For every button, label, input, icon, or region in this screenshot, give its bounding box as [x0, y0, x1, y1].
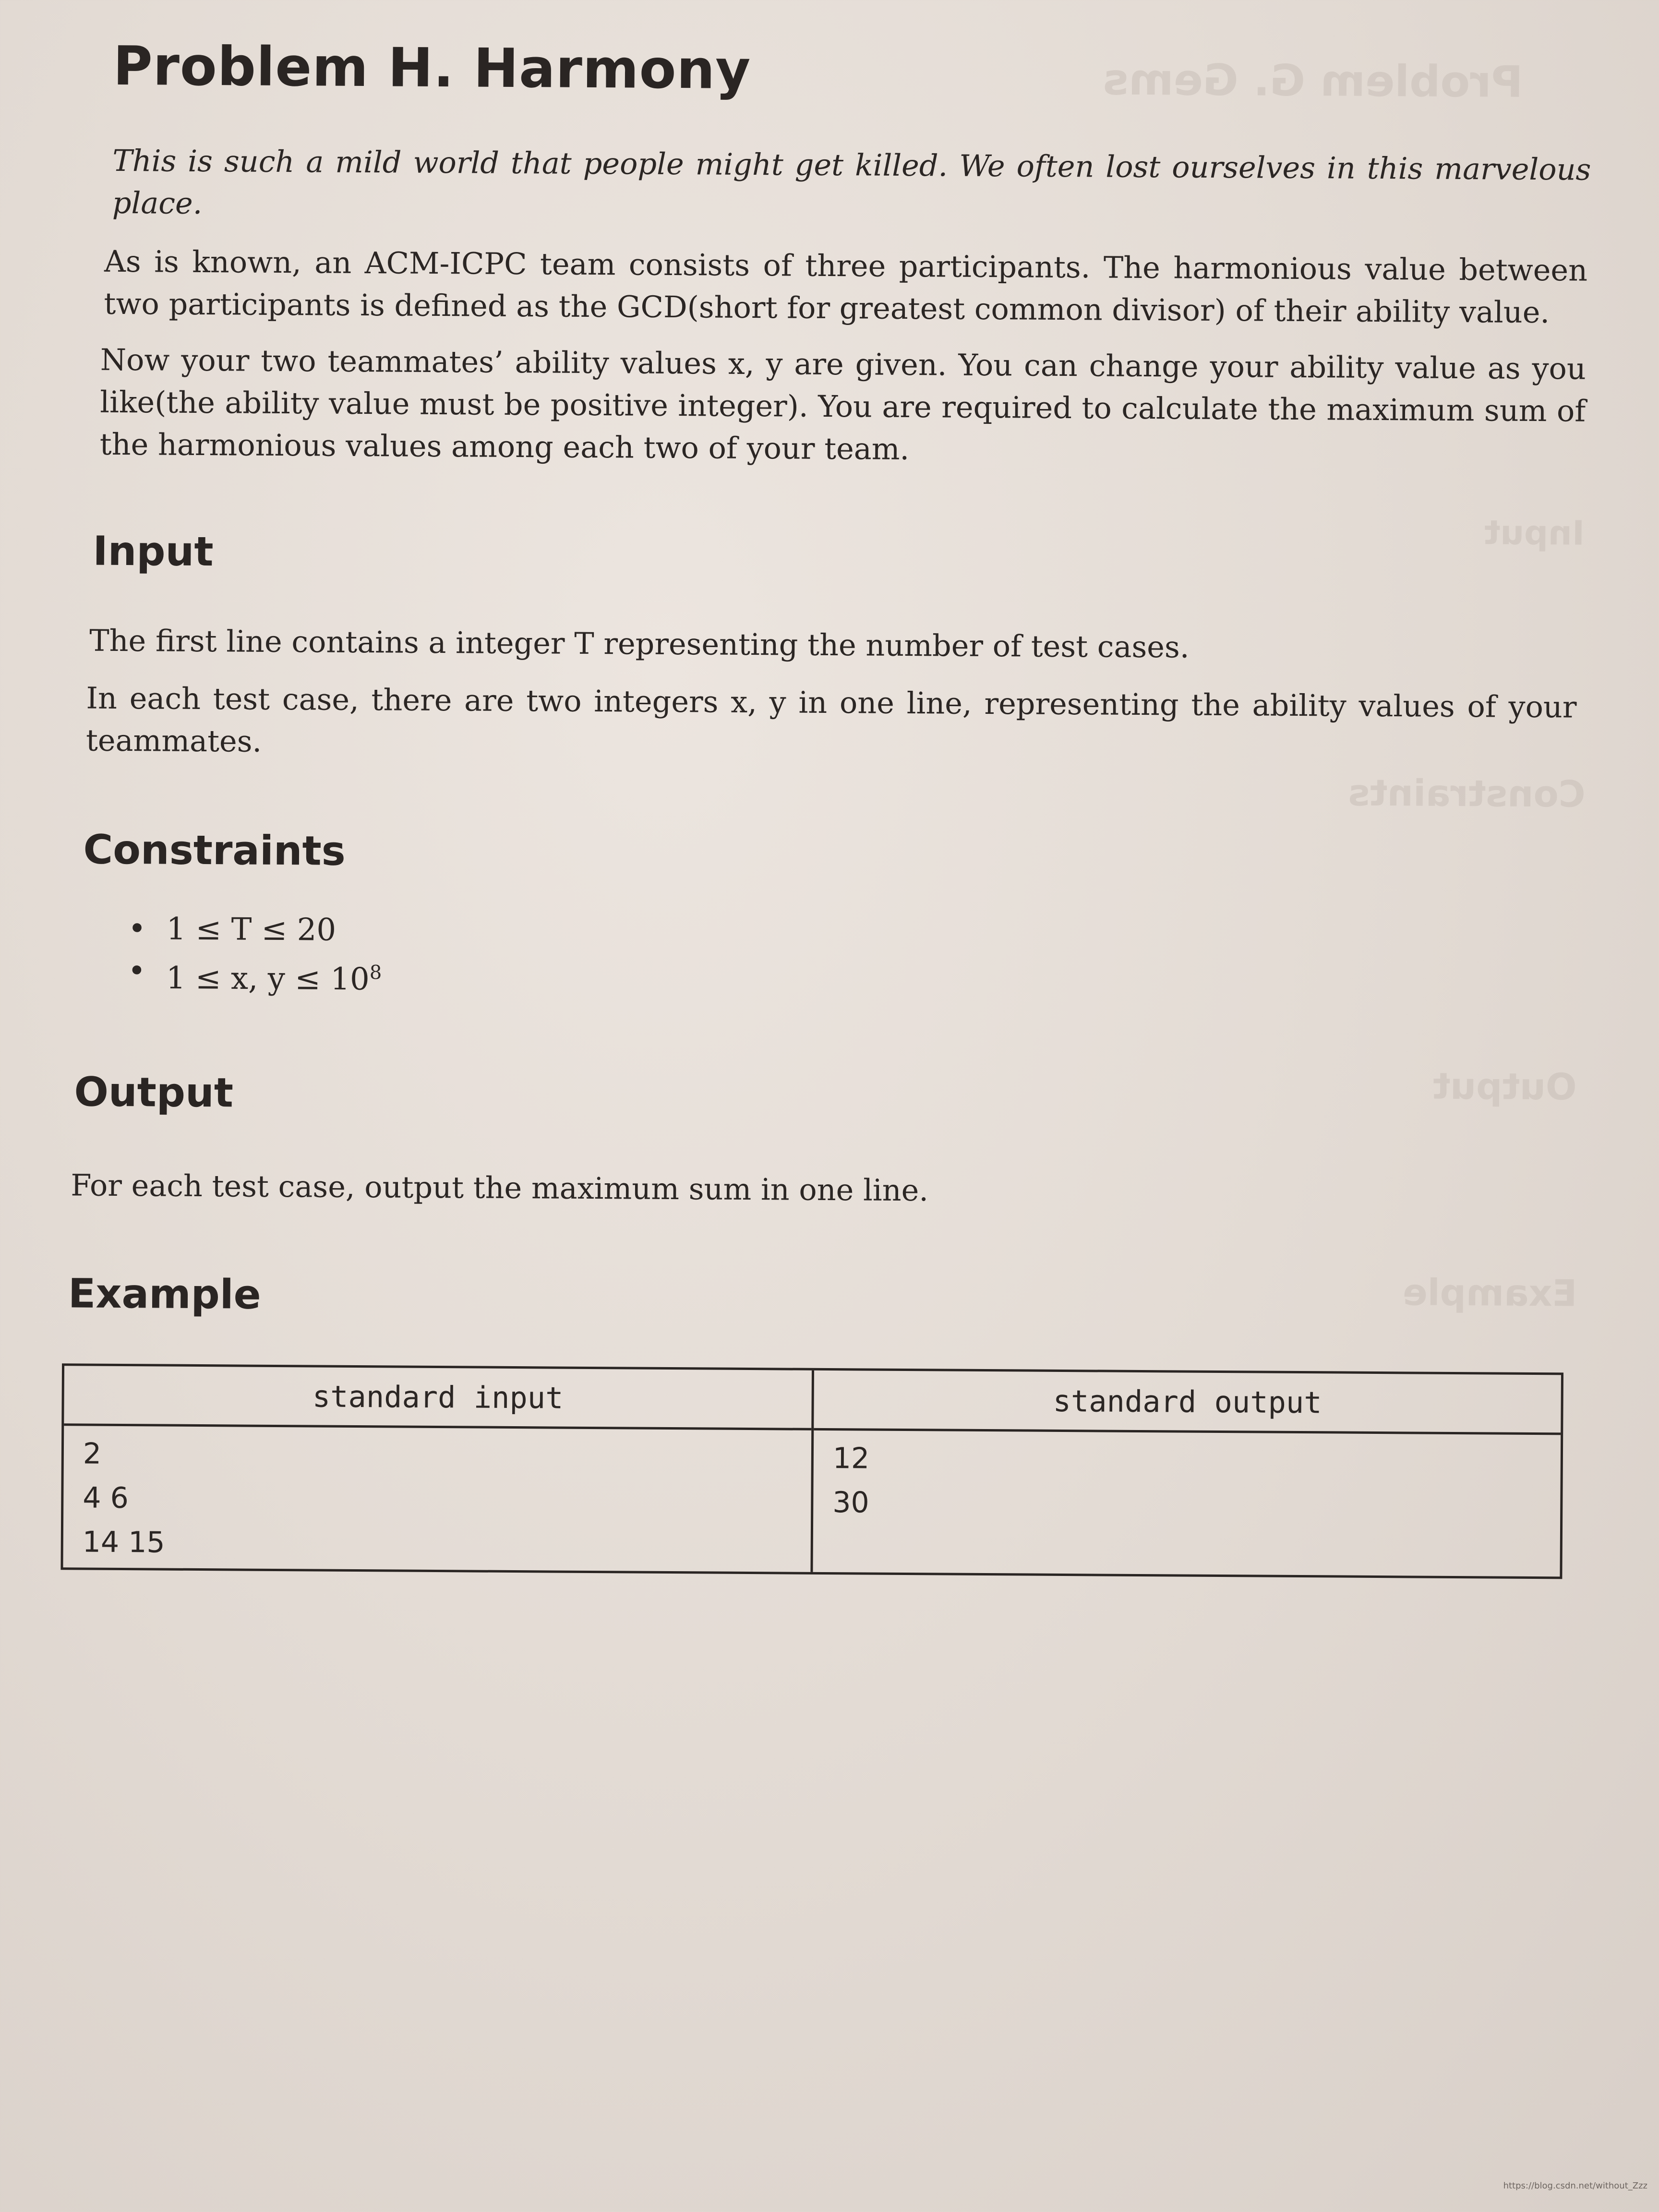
constraints-heading: Constraints: [83, 826, 346, 875]
showthrough-title: Problem G. Gems: [1103, 54, 1524, 108]
showthrough-output: Output: [1432, 1064, 1577, 1108]
constraint-item: • 1 ≤ x, $y \le 10^8$: [113, 950, 382, 1001]
example-table: [60, 1363, 1563, 1579]
constraint-item: • 1 ≤ T ≤ 20: [113, 908, 382, 951]
input-heading: Input: [93, 527, 214, 576]
showthrough-constraints: Constraints: [1348, 771, 1586, 816]
example-output-header: standard output: [814, 1370, 1561, 1435]
exponent: 8: [369, 962, 382, 984]
example-input-column: [63, 1366, 814, 1572]
statement-paragraph-2: Now your two teammates’ ability values x, y are given. You can change your ability value as you like(the ability value must be positive integer). You are required to calculate the maximum sum of the harmonious values among each two of your team.: [99, 342, 1587, 467]
problem-title: Problem H. Harmony: [113, 35, 751, 101]
example-heading: Example: [68, 1270, 261, 1318]
input-line-2: In each test case, there are two integers x, y in one line, representing the ability values of your teammates.: [85, 680, 1577, 759]
example-input-cell: 2 4 6 14 15: [82, 1437, 165, 1560]
output-text: For each test case, output the maximum sum in one line.: [71, 1167, 929, 1208]
example-input-header: standard input: [64, 1366, 812, 1431]
showthrough-input: Input: [1484, 513, 1585, 553]
example-output-cell: 12 30: [832, 1442, 870, 1520]
output-heading: Output: [74, 1068, 234, 1117]
input-line-1: The first line contains a integer T representing the number of test cases.: [89, 623, 1190, 665]
intro-italic: This is such a mild world that people might get killed. We often lost ourselves in this marvelous place.: [112, 143, 1591, 221]
watermark: https://blog.csdn.net/without_Zzz: [1503, 2181, 1647, 2191]
statement-paragraph-1: As is known, an ACM-ICPC team consists of three participants. The harmonious value between two participants is defined as the GCD(short for greatest common divisor) of their ability value.: [104, 243, 1588, 330]
constraints-list: [113, 908, 382, 1001]
showthrough-example: Example: [1402, 1271, 1577, 1315]
example-output-column: [813, 1370, 1561, 1576]
